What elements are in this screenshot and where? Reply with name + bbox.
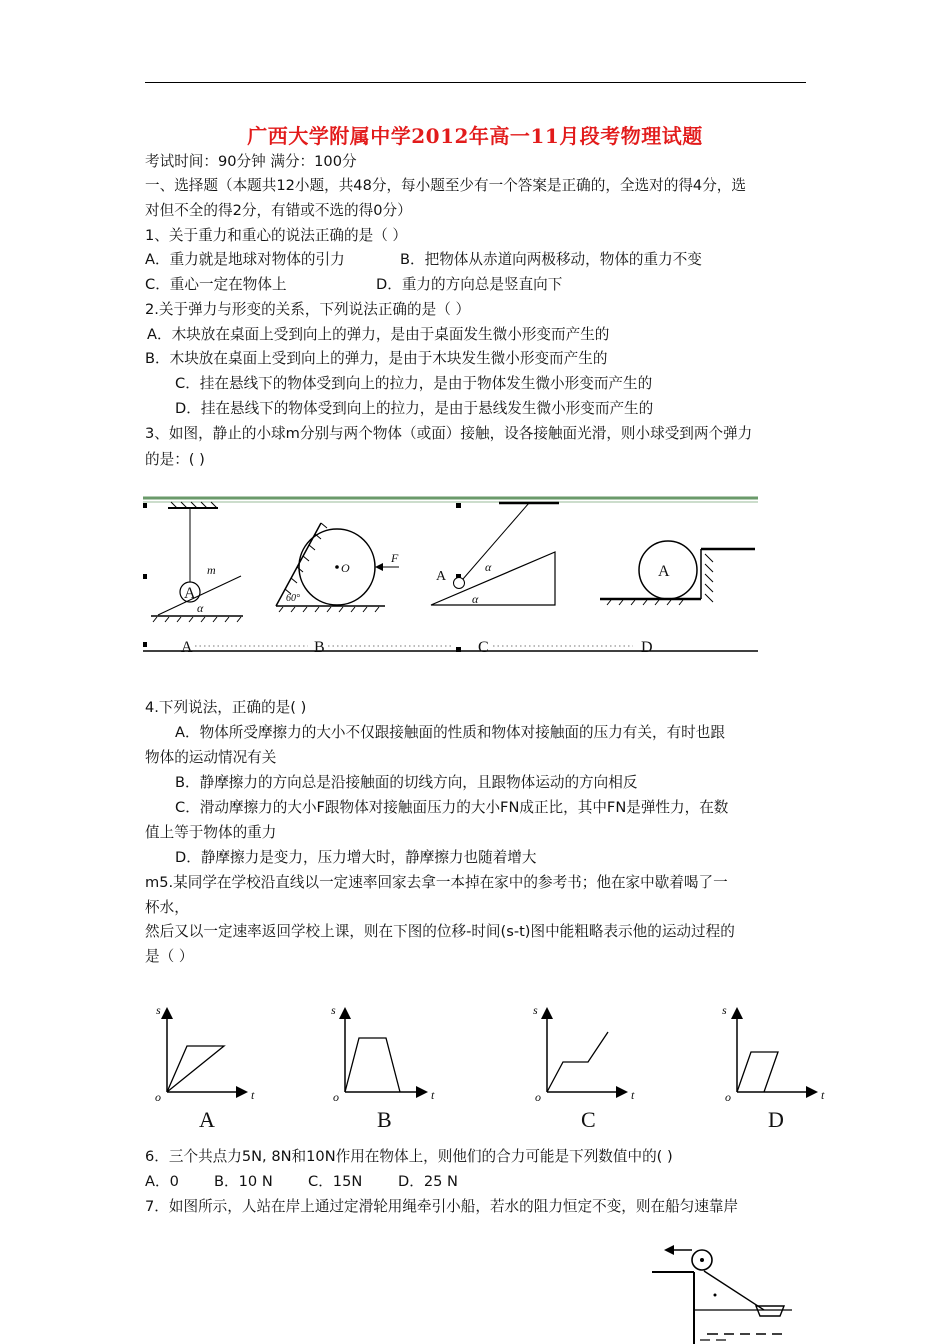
q7-figure: [652, 1238, 792, 1344]
graph-d-s: s: [722, 1003, 727, 1017]
fig-b-angle: 60°: [286, 593, 300, 604]
header-rule: [145, 82, 806, 83]
q4-option-c-cont: 值上等于物体的重力: [145, 824, 277, 841]
fig-d-ball-label: A: [658, 563, 670, 580]
q1-option-b: B．把物体从赤道向两极移动，物体的重力不变: [400, 251, 702, 268]
q2-option-d: D．挂在悬线下的物体受到向上的拉力，是由于悬线发生微小形变而产生的: [175, 400, 654, 417]
graph-b: [331, 1003, 435, 1132]
question-5-cont2: 然后又以一定速率返回学校上课，则在下图的位移-时间(s-t)图中能粗略表示他的运动过程的: [145, 923, 735, 940]
graph-c-s: s: [533, 1003, 538, 1017]
question-1: 1、关于重力和重心的说法正确的是（ ）: [145, 227, 408, 244]
graph-d-label: D: [768, 1107, 784, 1132]
fig-b-force-label: F: [391, 551, 399, 565]
fig-b: [276, 523, 399, 656]
q2-option-b: B．木块放在桌面上受到向上的弹力，是由于木块发生微小形变而产生的: [145, 350, 608, 367]
graph-a-label: A: [199, 1107, 215, 1132]
graph-a-s: s: [156, 1003, 161, 1017]
page-title: 广西大学附属中学2012年高一11月段考物理试题: [247, 124, 703, 148]
graph-b-label: B: [377, 1107, 392, 1132]
q5-graphs: [150, 1000, 830, 1135]
fig-d: [600, 541, 755, 656]
graph-d-o: o: [725, 1090, 731, 1104]
graph-d: [722, 1003, 825, 1132]
exam-info: 考试时间：90分钟 满分：100分: [145, 153, 357, 170]
q4-option-a: A．物体所受摩擦力的大小不仅跟接触面的性质和物体对接触面的压力有关，有时也跟: [175, 724, 725, 741]
graph-c: [533, 1003, 635, 1132]
fig-c-ball-label: A: [436, 569, 447, 584]
q1-option-d: D．重力的方向总是竖直向下: [376, 276, 563, 293]
graph-a-t: t: [251, 1088, 255, 1102]
fig-a: [151, 502, 243, 656]
fig-b-center-label: O: [341, 561, 350, 575]
question-6: 6．三个共点力5N, 8N和10N作用在物体上，则他们的合力可能是下列数值中的( ): [145, 1148, 673, 1165]
q6-option-b: B．10 N: [214, 1173, 273, 1190]
graph-d-t: t: [821, 1088, 825, 1102]
graph-c-label: C: [581, 1107, 596, 1132]
fig-c-label: C: [478, 639, 489, 656]
q2-option-c: C．挂在悬线下的物体受到向上的拉力，是由于物体发生微小形变而产生的: [175, 375, 653, 392]
fig-a-ball-label: A: [184, 585, 196, 602]
q4-option-c: C．滑动摩擦力的大小F跟物体对接触面压力的大小FN成正比，其中FN是弹性力，在数: [175, 799, 729, 816]
fig-a-label: A: [181, 639, 193, 656]
question-5-cont1: 杯水，: [145, 899, 189, 916]
question-3-cont: 的是：( ): [145, 451, 205, 468]
graph-b-o: o: [333, 1090, 339, 1104]
question-4: 4.下列说法，正确的是( ): [145, 699, 307, 716]
fig-c: [431, 503, 559, 656]
fig-c-alpha-bottom: α: [472, 592, 479, 606]
section-heading: 一、选择题（本题共12小题，共48分，每小题至少有一个答案是正确的，全选对的得4分，选: [145, 177, 746, 194]
graph-c-t: t: [631, 1088, 635, 1102]
q1-option-a: A．重力就是地球对物体的引力: [145, 251, 345, 268]
fig-d-label: D: [641, 639, 653, 656]
graph-b-t: t: [431, 1088, 435, 1102]
graph-b-s: s: [331, 1003, 336, 1017]
fig-b-label: B: [314, 639, 325, 656]
q6-option-a: A．0: [145, 1173, 179, 1190]
fig-c-alpha-top: α: [485, 560, 492, 574]
question-7: 7．如图所示，人站在岸上通过定滑轮用绳牵引小船，若水的阻力恒定不变，则在船匀速靠岸: [145, 1198, 739, 1215]
question-5: m5.某同学在学校沿直线以一定速率回家去拿一本掉在家中的参考书；他在家中歇着喝了一: [145, 874, 728, 891]
graph-a: [155, 1003, 255, 1132]
q4-option-d: D．静摩擦力是变力，压力增大时，静摩擦力也随着增大: [175, 849, 537, 866]
graph-a-o: o: [155, 1090, 161, 1104]
question-5-cont3: 是（ ）: [145, 948, 194, 965]
section-heading-cont: 对但不全的得2分，有错或不选的得0分）: [145, 202, 412, 219]
q6-option-d: D．25 N: [398, 1173, 458, 1190]
question-3: 3、如图，静止的小球m分别与两个物体（或面）接触，设各接触面光滑，则小球受到两个弹力: [145, 425, 753, 442]
fig-a-mass-label: m: [207, 563, 216, 577]
graph-c-o: o: [535, 1090, 541, 1104]
q4-option-b: B．静摩擦力的方向总是沿接触面的切线方向，且跟物体运动的方向相反: [175, 774, 638, 791]
q6-option-c: C．15N: [308, 1173, 363, 1190]
q3-figure: [143, 494, 761, 660]
question-2: 2.关于弹力与形变的关系，下列说法正确的是（ ）: [145, 301, 471, 318]
q4-option-a-cont: 物体的运动情况有关: [145, 749, 277, 766]
fig-a-alpha: α: [197, 601, 204, 615]
q2-option-a: A．木块放在桌面上受到向上的弹力，是由于桌面发生微小形变而产生的: [147, 326, 610, 343]
q1-option-c: C．重心一定在物体上: [145, 276, 287, 293]
